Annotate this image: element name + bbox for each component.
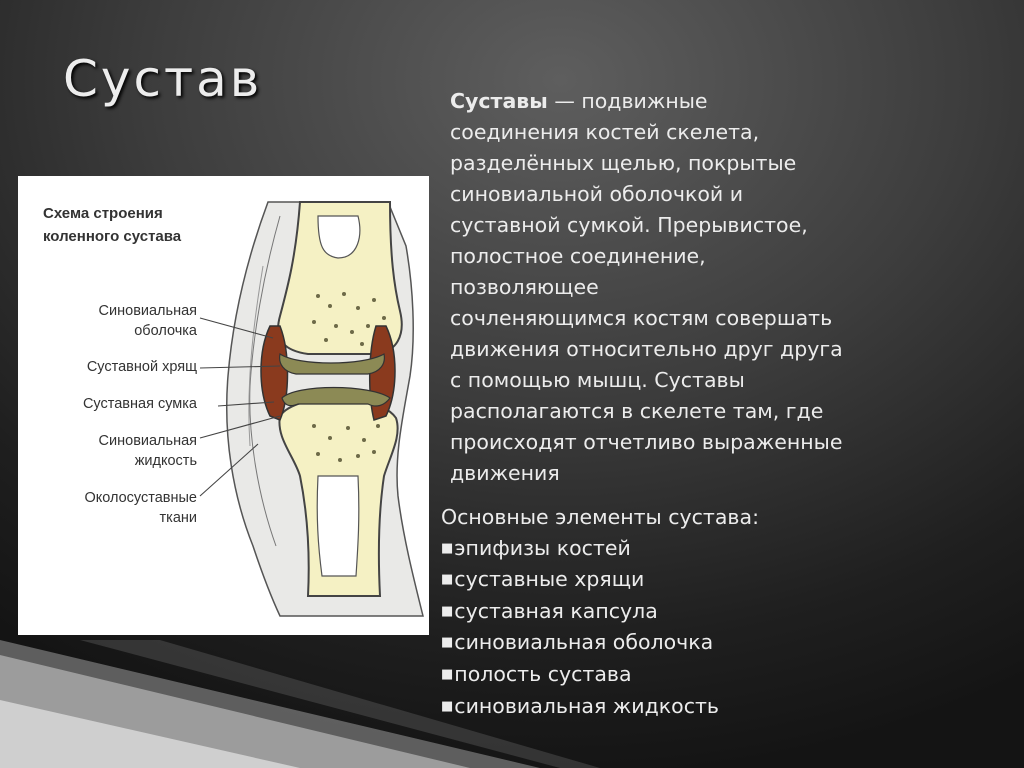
label-articular-cartilage: Суставной хрящ: [86, 359, 197, 375]
list-item-text: синовиальная жидкость: [454, 693, 719, 718]
square-bullet-icon: ■: [441, 540, 454, 556]
definition-line: полостное соединение,: [450, 244, 706, 268]
definition-line: движения относительно друг друга: [450, 337, 843, 361]
knee-joint-diagram: [18, 176, 429, 635]
definition-term: Суставы: [450, 89, 548, 113]
joint-elements-section: [441, 502, 1001, 722]
definition-line: суставной сумкой. Прерывистое,: [450, 213, 808, 237]
label-synovial-fluid: Синовиальная жидкость: [98, 433, 197, 469]
definition-line: позволяющее: [450, 275, 599, 299]
definition-line: разделённых щелью, покрытые: [450, 151, 797, 175]
square-bullet-icon: ■: [441, 572, 454, 588]
label-synovial-membrane: Синовиальная оболочка: [98, 303, 197, 339]
square-bullet-icon: ■: [441, 635, 454, 651]
diagram-title: Схема строения коленного сустава: [43, 205, 182, 245]
definition-line: [450, 86, 920, 117]
list-item: [441, 659, 1001, 691]
definition-line: движения: [450, 461, 560, 485]
definition-line-text: — подвижные: [547, 89, 708, 113]
list-item-text: суставная капсула: [454, 598, 658, 623]
definition-line: синовиальной оболочкой и: [450, 182, 744, 206]
elements-heading: Основные элементы сустава:: [441, 505, 759, 529]
list-item: [441, 564, 1001, 596]
label-periarticular-tissues: Околосуставные ткани: [84, 490, 197, 526]
list-item: [441, 533, 1001, 565]
list-item: [441, 691, 1001, 723]
list-item: [441, 627, 1001, 659]
elements-list: [441, 533, 1001, 723]
square-bullet-icon: ■: [441, 666, 454, 682]
definition-paragraph: [450, 86, 920, 489]
definition-line: сочленяющимся костям совершать: [450, 306, 833, 330]
list-item-text: синовиальная оболочка: [454, 630, 714, 655]
definition-line: располагаются в скелете там, где: [450, 399, 824, 423]
list-item-text: эпифизы костей: [454, 535, 631, 560]
definition-line: соединения костей скелета,: [450, 120, 760, 144]
list-item-text: суставные хрящи: [454, 567, 645, 592]
slide-title: Сустав: [63, 50, 263, 108]
definition-line: происходят отчетливо выраженные: [450, 430, 843, 454]
list-item: [441, 596, 1001, 628]
square-bullet-icon: ■: [441, 603, 454, 619]
square-bullet-icon: ■: [441, 698, 454, 714]
list-item-text: полость сустава: [454, 661, 632, 686]
definition-line: с помощью мышц. Суставы: [450, 368, 745, 392]
label-joint-capsule: Суставная сумка: [82, 396, 197, 412]
